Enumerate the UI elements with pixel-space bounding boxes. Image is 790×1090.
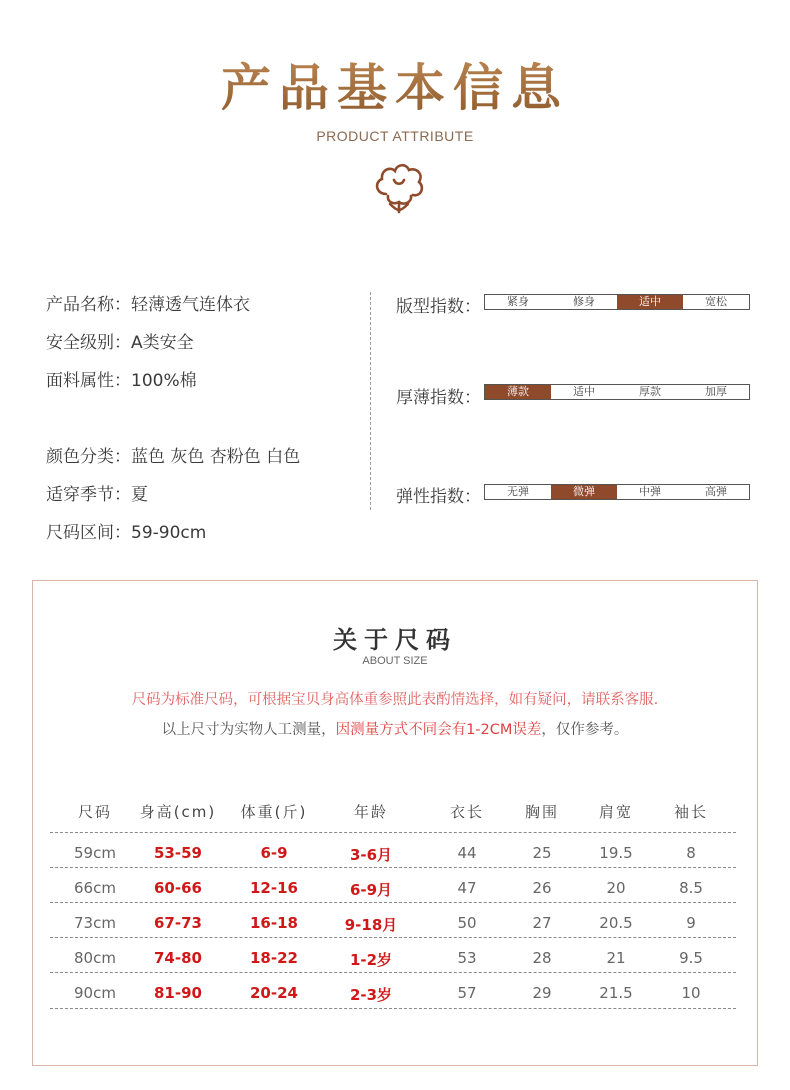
table-cell: 26 <box>532 879 552 897</box>
table-cell: 2-3岁 <box>349 986 393 1004</box>
row-divider <box>50 867 736 868</box>
scale-option: 加厚 <box>705 385 727 398</box>
table-cell: 10 <box>681 984 701 1002</box>
scale-option-selected: 薄款 <box>485 385 551 399</box>
column-header: 尺码 <box>77 803 112 821</box>
table-cell: 20.5 <box>599 914 633 932</box>
column-header: 体重(斤) <box>240 803 308 821</box>
attribute-item <box>46 366 197 391</box>
table-cell: 6-9 <box>260 844 288 862</box>
table-cell: 21 <box>606 949 626 967</box>
table-cell: 59cm <box>74 844 116 862</box>
attribute-item <box>46 290 250 315</box>
table-cell: 25 <box>532 844 552 862</box>
column-header: 身高(cm) <box>139 803 217 821</box>
attribute-value: A类安全 <box>131 333 194 353</box>
scale-option: 宽松 <box>705 295 727 308</box>
table-cell: 60-66 <box>154 879 202 897</box>
scale-label: 弹性指数： <box>396 487 481 507</box>
scale-label: 版型指数： <box>396 297 481 317</box>
table-cell: 66cm <box>74 879 116 897</box>
table-cell: 44 <box>457 844 477 862</box>
table-cell: 6-9月 <box>349 881 393 899</box>
scale-option: 厚款 <box>639 385 661 398</box>
table-cell: 8.5 <box>679 879 703 897</box>
scale-option-selected: 适中 <box>617 295 683 309</box>
table-cell: 29 <box>532 984 552 1002</box>
attribute-value: 59-90cm <box>131 523 207 543</box>
table-cell: 80cm <box>74 949 116 967</box>
size-subtitle: ABOUT SIZE <box>362 655 428 667</box>
disclaimer-highlight: 因测量方式不同会有1-2CM误差 <box>335 722 542 738</box>
row-divider <box>50 937 736 938</box>
table-cell: 21.5 <box>599 984 633 1002</box>
scale-bar <box>484 484 750 500</box>
scale-option-selected: 微弹 <box>551 485 617 499</box>
size-title: 关于尺码 <box>333 626 457 654</box>
column-header: 肩宽 <box>598 803 633 821</box>
row-divider <box>50 972 736 973</box>
table-cell: 74-80 <box>154 949 202 967</box>
cotton-icon <box>372 160 426 220</box>
row-divider <box>50 902 736 903</box>
table-cell: 47 <box>457 879 477 897</box>
table-cell: 12-16 <box>250 879 298 897</box>
table-cell: 9.5 <box>679 949 703 967</box>
table-cell: 73cm <box>74 914 116 932</box>
attribute-value: 夏 <box>131 485 148 505</box>
attribute-label: 安全级别： <box>46 333 131 353</box>
attribute-item <box>46 328 194 353</box>
column-header: 衣长 <box>449 803 484 821</box>
attribute-item <box>46 518 206 543</box>
page-title: 产品基本信息 <box>0 48 790 120</box>
column-header: 袖长 <box>673 803 708 821</box>
table-cell: 27 <box>532 914 552 932</box>
table-cell: 9 <box>686 914 696 932</box>
scale-option: 高弹 <box>705 485 727 498</box>
scale-bar <box>484 384 750 400</box>
table-cell: 50 <box>457 914 477 932</box>
scale-option: 紧身 <box>507 295 529 308</box>
scale-option: 无弹 <box>507 485 529 498</box>
table-cell: 1-2岁 <box>349 951 393 969</box>
table-cell: 57 <box>457 984 477 1002</box>
scale-label: 厚薄指数： <box>396 388 481 408</box>
table-cell: 53 <box>457 949 477 967</box>
table-cell: 20-24 <box>250 984 298 1002</box>
table-cell: 8 <box>686 844 696 862</box>
attribute-value: 蓝色 灰色 杏粉色 白色 <box>131 447 301 467</box>
vertical-divider <box>370 292 371 510</box>
scale-option: 修身 <box>573 295 595 308</box>
table-cell: 53-59 <box>154 844 202 862</box>
disclaimer-part: 以上尺寸为实物人工测量， <box>161 722 336 738</box>
attribute-label: 适穿季节： <box>46 485 131 505</box>
table-cell: 28 <box>532 949 552 967</box>
column-header: 胸围 <box>524 803 559 821</box>
scale-option: 中弹 <box>639 485 661 498</box>
attribute-item <box>46 480 148 505</box>
attribute-label: 颜色分类： <box>46 447 131 467</box>
attribute-label: 面料属性： <box>46 371 131 391</box>
page-subtitle: PRODUCT ATTRIBUTE <box>316 128 474 144</box>
table-cell: 67-73 <box>154 914 202 932</box>
table-cell: 9-18月 <box>344 916 398 934</box>
row-divider <box>50 832 736 833</box>
table-cell: 16-18 <box>250 914 298 932</box>
table-cell: 3-6月 <box>349 846 393 864</box>
attribute-label: 尺码区间： <box>46 523 131 543</box>
table-cell: 19.5 <box>599 844 633 862</box>
disclaimer-part: ，仅作参考。 <box>541 722 629 738</box>
column-header: 年龄 <box>353 803 388 821</box>
table-cell: 81-90 <box>154 984 202 1002</box>
scale-option: 适中 <box>573 385 595 398</box>
scale-bar <box>484 294 750 310</box>
attribute-value: 轻薄透气连体衣 <box>131 295 250 315</box>
row-divider <box>50 1008 736 1009</box>
table-cell: 20 <box>606 879 626 897</box>
attribute-value: 100%棉 <box>131 371 197 391</box>
size-disclaimer <box>0 718 790 739</box>
table-cell: 18-22 <box>250 949 298 967</box>
attribute-label: 产品名称： <box>46 295 131 315</box>
size-note: 尺码为标准尺码，可根据宝贝身高体重参照此表酌情选择，如有疑问，请联系客服. <box>131 692 659 708</box>
table-cell: 90cm <box>74 984 116 1002</box>
attribute-item <box>46 442 300 467</box>
